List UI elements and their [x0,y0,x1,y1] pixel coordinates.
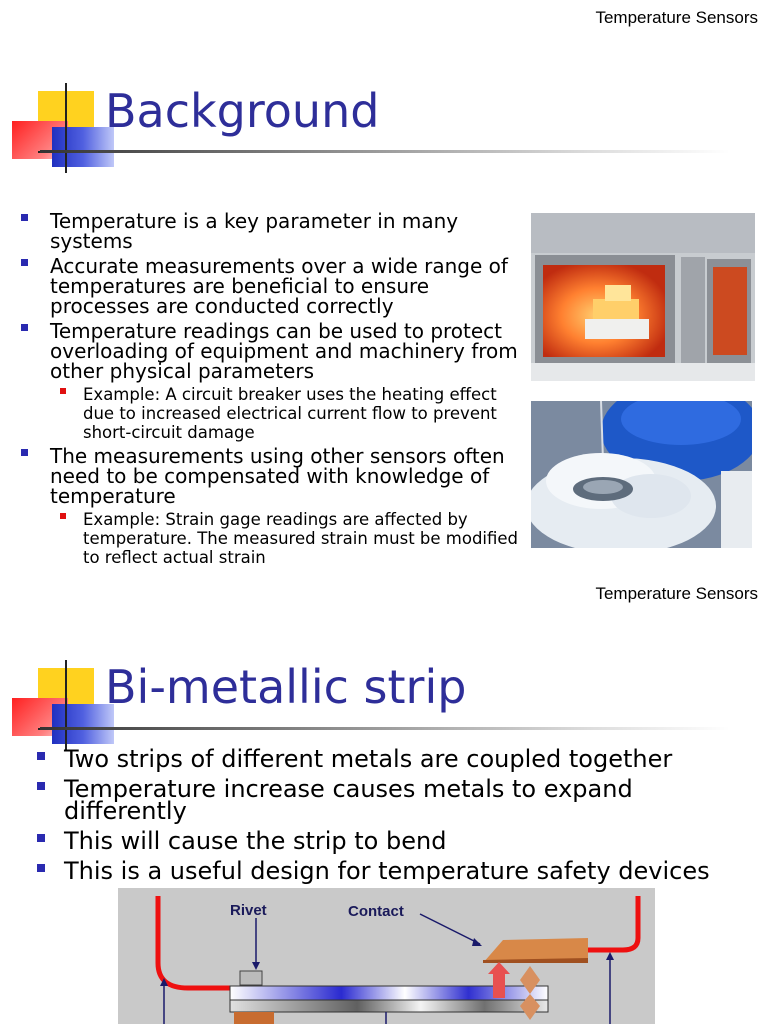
rivet-label: Rivet [230,902,267,919]
slide-header: Temperature Sensors [595,8,758,27]
cryogenic-photo [531,401,752,548]
bullet-list [10,745,750,890]
slide-logo [10,660,120,750]
title-rule [40,150,730,153]
furnace-photo [531,213,755,381]
slide-logo [10,83,120,173]
list-item: This will cause the strip to bend [10,830,750,852]
page-title: Background [105,84,380,138]
list-item: Accurate measurements over a wide range of temperatures are beneficial to ensure processes are conducted correctly [10,256,520,316]
list-item: Two strips of different metals are coupled together [10,748,750,770]
page-title: Bi-metallic strip [105,660,467,714]
bullet-list [10,211,520,571]
contact-label: Contact [348,903,404,920]
slide-header: Temperature Sensors [595,584,758,603]
list-item: Temperature is a key parameter in many systems [10,211,520,251]
list-item: This is a useful design for temperature safety devices [10,860,750,882]
list-item: Temperature readings can be used to protect overloading of equipment and machinery from other physical parameters [10,321,520,381]
title-rule [40,727,730,730]
sub-list-item: Example: A circuit breaker uses the heating effect due to increased electrical current flow to prevent short-circuit damage [10,385,520,442]
bimetallic-diagram [118,888,655,1024]
sub-list-item: Example: Strain gage readings are affected by temperature. The measured strain must be modified to reflect actual strain [10,510,520,567]
list-item: Temperature increase causes metals to expand differently [10,778,750,822]
list-item: The measurements using other sensors often need to be compensated with knowledge of temperature [10,446,520,506]
